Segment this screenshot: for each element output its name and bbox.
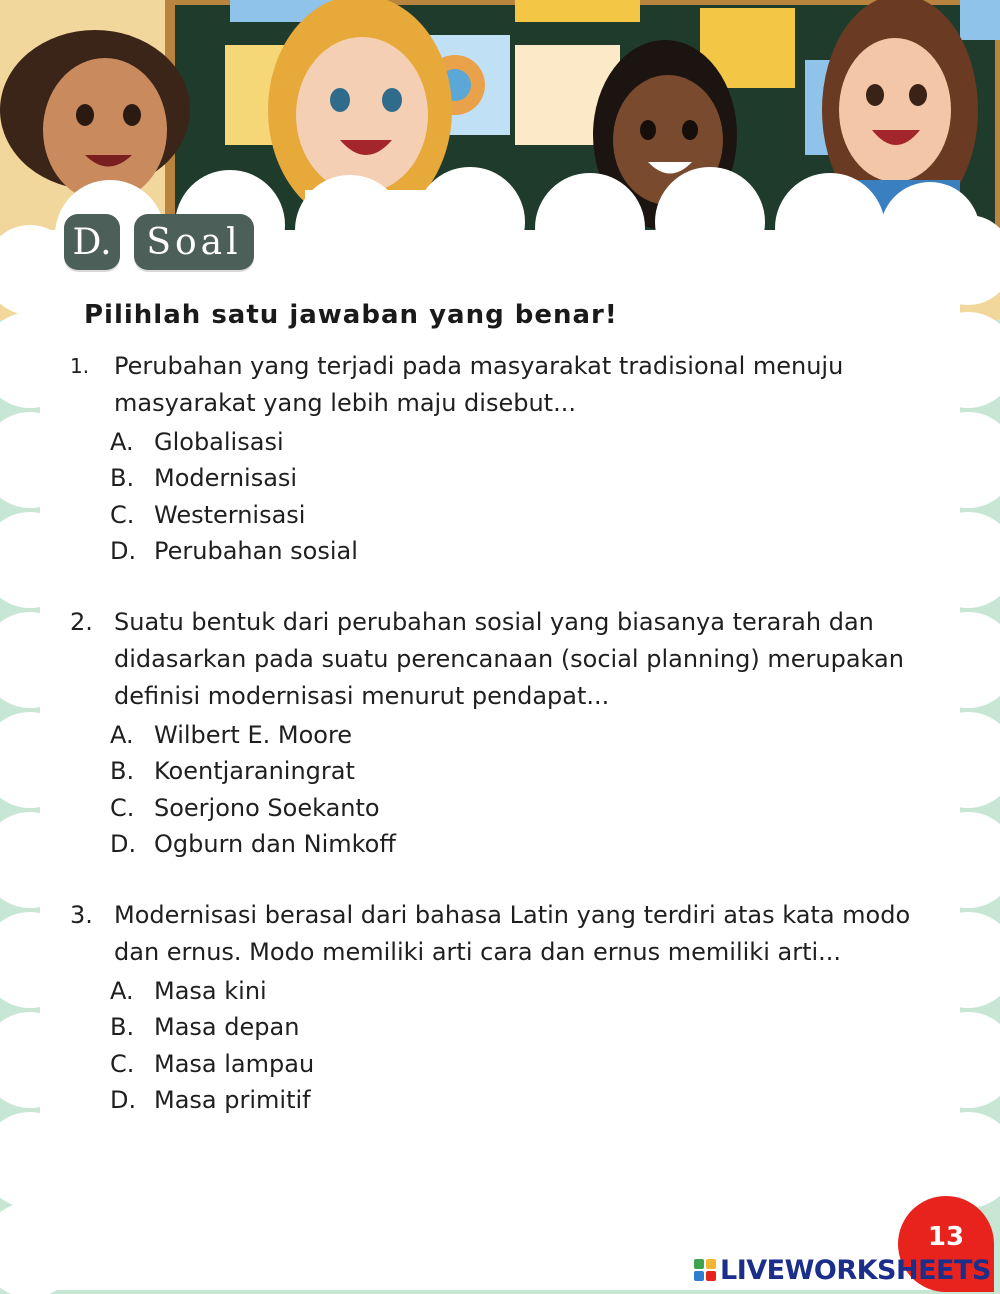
- option-text: Ogburn dan Nimkoff: [154, 829, 396, 858]
- logo-text: LIVEWORKSHEETS: [720, 1254, 991, 1286]
- option-a[interactable]: [110, 424, 950, 460]
- option-a[interactable]: [110, 973, 950, 1009]
- page-number-badge: 13: [898, 1196, 994, 1292]
- question-number: 1.: [70, 354, 90, 378]
- question-2: [70, 604, 950, 862]
- option-d[interactable]: [110, 533, 950, 569]
- option-text: Modernisasi: [154, 464, 298, 493]
- option-letter: B.: [110, 1013, 135, 1042]
- option-b[interactable]: [110, 753, 950, 789]
- option-list: [110, 973, 950, 1118]
- option-text: Masa kini: [154, 977, 267, 1005]
- option-letter: A.: [110, 977, 134, 1005]
- option-text: Masa primitif: [154, 1085, 311, 1114]
- question-3: [70, 897, 950, 1118]
- option-letter: A.: [110, 721, 134, 749]
- option-list: [110, 717, 950, 862]
- section-title-badge: Soal: [134, 214, 254, 270]
- question-text: Suatu bentuk dari perubahan sosial yang biasanya terarah dan didasarkan pada suatu perencanaan (social planning) merupakan definisi modernisasi menurut pendapat...: [114, 608, 904, 710]
- option-letter: A.: [110, 428, 134, 456]
- question-number: 3.: [70, 901, 93, 929]
- question-text: Perubahan yang terjadi pada masyarakat tradisional menuju masyarakat yang lebih maju disebut...: [114, 352, 844, 417]
- option-c[interactable]: [110, 1046, 950, 1082]
- option-d[interactable]: [110, 826, 950, 862]
- option-c[interactable]: [110, 497, 950, 533]
- option-letter: B.: [110, 464, 135, 493]
- option-text: Globalisasi: [154, 428, 284, 456]
- option-b[interactable]: [110, 460, 950, 496]
- option-b[interactable]: [110, 1009, 950, 1045]
- liveworksheets-logo[interactable]: [694, 1254, 991, 1286]
- option-text: Westernisasi: [154, 500, 306, 529]
- question-number: 2.: [70, 608, 93, 636]
- option-list: [110, 424, 950, 569]
- option-text: Masa depan: [154, 1013, 300, 1042]
- logo-grid-icon: [694, 1259, 716, 1281]
- section-letter-badge: D.: [64, 214, 120, 270]
- option-letter: C.: [110, 793, 135, 822]
- question-1: [70, 348, 950, 569]
- option-letter: D.: [110, 829, 137, 858]
- option-letter: D.: [110, 1085, 137, 1114]
- option-text: Masa lampau: [154, 1049, 315, 1078]
- option-letter: C.: [110, 500, 135, 529]
- question-text: Modernisasi berasal dari bahasa Latin yang terdiri atas kata modo dan ernus. Modo memiliki arti cara dan ernus memiliki arti...: [114, 901, 911, 966]
- option-c[interactable]: [110, 790, 950, 826]
- option-letter: B.: [110, 757, 135, 786]
- option-text: Koentjaraningrat: [154, 757, 355, 786]
- instruction-text: Pilihlah satu jawaban yang benar!: [84, 300, 618, 330]
- option-letter: D.: [110, 536, 137, 565]
- option-text: Wilbert E. Moore: [154, 721, 353, 749]
- option-text: Perubahan sosial: [154, 536, 358, 565]
- option-text: Soerjono Soekanto: [154, 793, 380, 822]
- option-letter: C.: [110, 1049, 135, 1078]
- option-a[interactable]: [110, 717, 950, 753]
- option-d[interactable]: [110, 1082, 950, 1118]
